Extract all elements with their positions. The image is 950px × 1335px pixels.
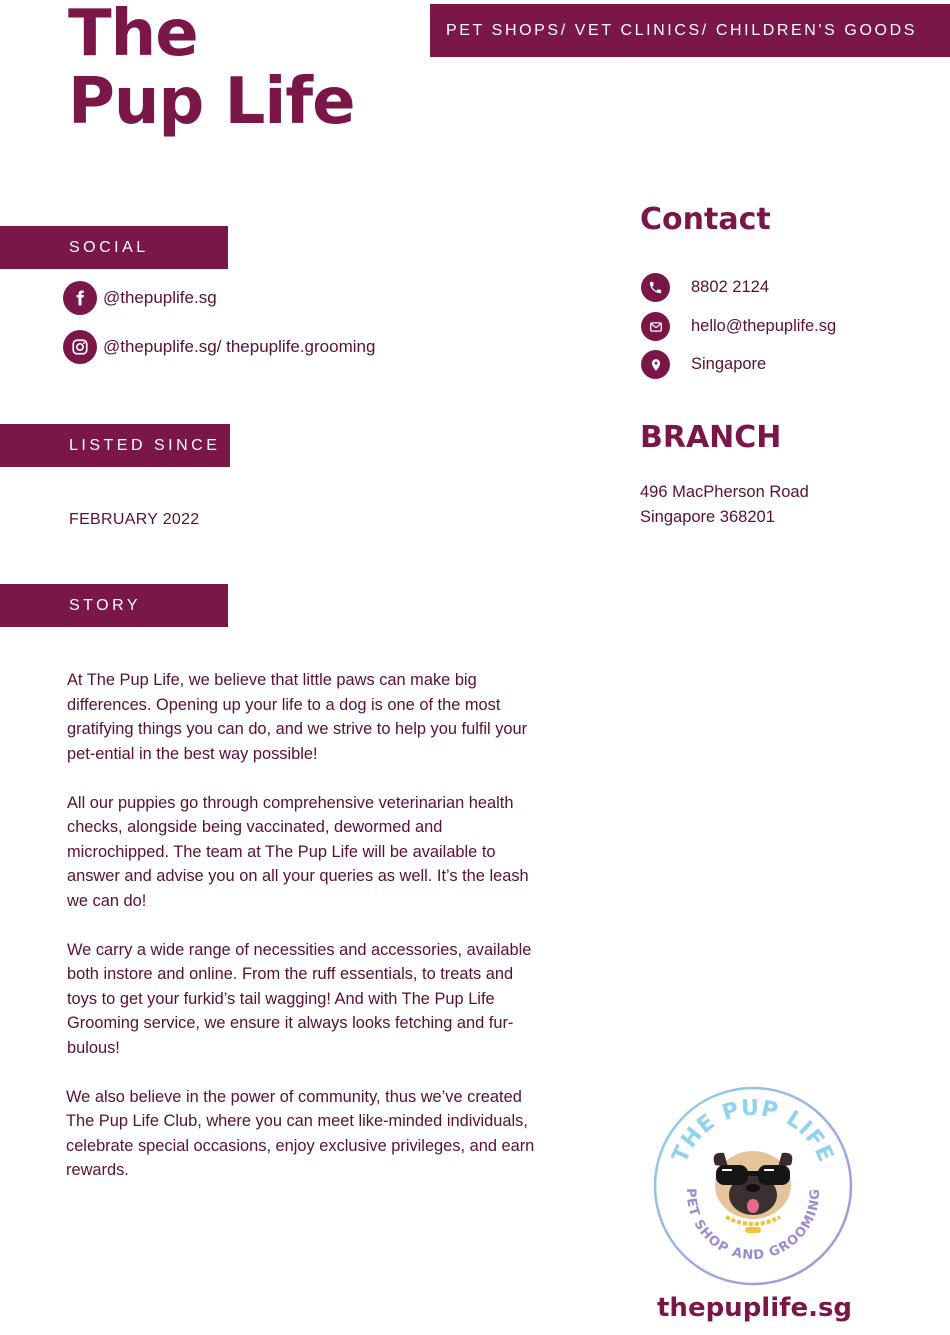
contact-location[interactable] xyxy=(641,350,766,379)
email-address: hello@thepuplife.sg xyxy=(691,317,837,335)
instagram-icon xyxy=(63,330,97,364)
brand-title-line1: The xyxy=(68,0,198,71)
contact-email[interactable] xyxy=(641,312,836,341)
logo-bottom-text: PET SHOP AND GROOMING xyxy=(682,1187,824,1264)
social-heading: SOCIAL xyxy=(0,226,228,269)
location-text: Singapore xyxy=(691,355,767,373)
website-url[interactable]: thepuplife.sg xyxy=(657,1293,853,1323)
instagram-handle: @thepuplife.sg/ thepuplife.grooming xyxy=(103,337,376,356)
story-paragraph: All our puppies go through comprehensive veterinarian health checks, alongside being vaccinated, dewormed and microchipped. The team at The Pup Life will be available to answer and advise you on all your queries as well. It’s the leash we can do! xyxy=(67,793,529,910)
branch-address-line1: 496 MacPherson Road xyxy=(640,483,809,501)
facebook-link[interactable] xyxy=(63,281,217,315)
contact-heading: Contact xyxy=(640,202,771,237)
phone-icon xyxy=(641,273,670,302)
logo-top-text: THE PUP LIFE xyxy=(667,1095,839,1167)
facebook-icon xyxy=(63,281,97,315)
branch-address-line2: Singapore 368201 xyxy=(640,508,775,526)
facebook-handle: @thepuplife.sg xyxy=(103,288,217,307)
story-paragraph: We carry a wide range of necessities and accessories, available both instore and online. From the ruff essentials, to treats and toys to get your furkid’s tail wagging! And with The Pup Life Grooming service, we ensure it always looks fetching and fur-bulous! xyxy=(67,940,532,1057)
story-paragraph: We also believe in the power of community, thus we’ve created The Pup Life Club, where you can meet like-minded individuals, celebrate special occasions, enjoy exclusive privileges, and earn rewards. xyxy=(66,1087,535,1179)
contact-phone[interactable] xyxy=(641,273,769,302)
branch-heading: BRANCH xyxy=(640,420,782,455)
brand-title xyxy=(68,0,355,139)
story-heading: STORY xyxy=(0,584,228,627)
location-pin-icon xyxy=(641,350,670,379)
story-paragraph: At The Pup Life, we believe that little paws can make big differences. Opening up your life to a dog is one of the most gratifying things you can do, and we strive to help you fulfil your pet-ential in the best way possible! xyxy=(67,671,528,763)
branch-address xyxy=(640,480,809,530)
instagram-link[interactable] xyxy=(63,330,375,364)
category-banner: PET SHOPS/ VET CLINICS/ CHILDREN'S GOODS xyxy=(430,4,950,57)
listed-since-heading: LISTED SINCE xyxy=(0,424,230,467)
listed-since-date: FEBRUARY 2022 xyxy=(69,511,200,528)
pup-life-logo xyxy=(652,1085,854,1287)
phone-number: 8802 2124 xyxy=(691,278,769,296)
brand-title-line2: Pup Life xyxy=(68,65,355,139)
story-body xyxy=(67,668,537,1207)
mail-icon xyxy=(641,312,670,341)
